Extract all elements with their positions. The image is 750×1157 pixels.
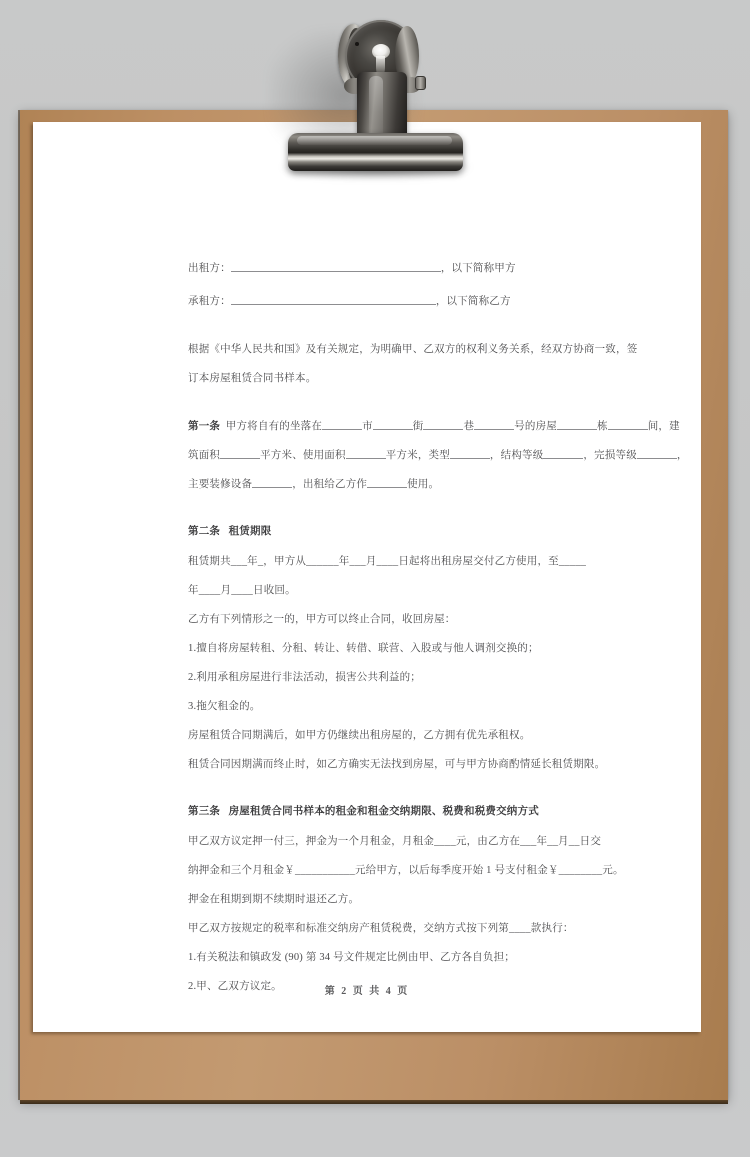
a1b-seg-1: 筑面积 — [188, 450, 221, 461]
a1-blank-city[interactable] — [322, 429, 362, 430]
a1b-seg-6: ， — [676, 450, 688, 461]
a1-blank-structure[interactable] — [543, 458, 583, 459]
article2-item-3: 3.拖欠租金的。 — [188, 701, 261, 712]
a1-seg-5: 号的房屋 — [514, 421, 557, 432]
a1-seg-4: 巷 — [463, 421, 475, 432]
article3-heading: 第三条 — [188, 806, 221, 817]
article2-line-2: 年____月____日收回。 — [188, 585, 296, 596]
article2-line-3: 乙方有下列情形之一的，甲方可以终止合同，收回房屋： — [188, 614, 456, 625]
article3-line-2: 纳押金和三个月租金￥___________元给甲方，以后每季度开始 1 号支付租金￥________元。 — [188, 865, 624, 876]
article2-heading-line — [188, 522, 271, 542]
article2-item-1: 1.擅自将房屋转租、分租、转让、转借、联营、入股或与他人调剂交换的； — [188, 643, 539, 654]
article3-line-3: 押金在租期到期不续期时退还乙方。 — [188, 894, 360, 905]
clip-bar-gloss — [297, 136, 452, 145]
preamble-line-1: 根据《中华人民共和国》及有关规定，为明确甲、乙双方的权利义务关系，经双方协商一致，签 — [188, 344, 638, 355]
a1c-seg-3: 使用。 — [407, 479, 440, 490]
a1c-seg-2: ，出租给乙方作 — [292, 479, 368, 490]
a1c-seg-1: 主要装修设备 — [188, 479, 253, 490]
tenant-line — [188, 292, 511, 312]
paper-sheet — [33, 122, 701, 1032]
article3-line-1: 甲乙双方议定押一付三，押金为一个月租金，月租金____元，由乙方在___年__月__日交 — [188, 836, 602, 847]
landlord-suffix: ，以下简称甲方 — [440, 263, 516, 274]
article3-item-1: 1.有关税法和镇政发 (90) 第 34 号文件规定比例由甲、乙方各自负担； — [188, 952, 515, 963]
contract-document — [33, 122, 701, 1032]
a1-blank-number[interactable] — [474, 429, 514, 430]
a1b-seg-4: ，结构等级 — [489, 450, 544, 461]
landlord-line — [188, 259, 516, 279]
a1-blank-usable-area[interactable] — [346, 458, 386, 459]
article3-heading-line — [188, 802, 539, 822]
clip-barrel-dot — [355, 42, 359, 46]
a1b-seg-2: 平方米、使用面积 — [260, 450, 346, 461]
a1-seg-3: 街 — [412, 421, 424, 432]
article2-heading: 第二条 — [188, 526, 221, 537]
article2-line-1: 租赁期共___年_，甲方从______年___月____日起将出租房屋交付乙方使用，至_____ — [188, 556, 587, 567]
a1-blank-purpose[interactable] — [367, 487, 407, 488]
board-left-edge — [18, 110, 20, 1100]
article3-item-2: 2.甲、乙双方议定。 — [188, 981, 282, 992]
article3-title: 房屋租赁合同书样本的租金和租金交纳期限、税费和税费交纳方式 — [228, 806, 539, 817]
tenant-label: 承租方： — [188, 296, 231, 307]
article1-line-1 — [188, 417, 680, 437]
landlord-blank[interactable] — [231, 271, 441, 272]
tenant-blank[interactable] — [231, 304, 436, 305]
a1-blank-area[interactable] — [220, 458, 260, 459]
clipboard-board — [20, 110, 728, 1100]
a1-seg-6: 栋 — [597, 421, 608, 432]
bulldog-clip-icon — [283, 14, 468, 174]
article1-heading: 第一条 — [188, 421, 221, 432]
a1-blank-building[interactable] — [557, 429, 597, 430]
a1-blank-equipment[interactable] — [252, 487, 292, 488]
article3-line-4: 甲乙双方按规定的税率和标准交纳房产租赁税费，交纳方式按下列第____款执行： — [188, 923, 574, 934]
board-bottom-edge — [20, 1100, 728, 1104]
a1-seg-1: 甲方将自有的坐落在 — [225, 421, 323, 432]
landlord-label: 出租方： — [188, 263, 231, 274]
a1-blank-lane[interactable] — [423, 429, 463, 430]
a1-blank-rooms[interactable] — [608, 429, 648, 430]
preamble-line-2: 订本房屋租赁合同书样本。 — [188, 373, 317, 384]
article2-line-7: 房屋租赁合同期满后，如甲方仍继续出租房屋的，乙方拥有优先承租权。 — [188, 730, 531, 741]
a1-seg-7: 间，建 — [647, 421, 680, 432]
article2-title: 租赁期限 — [228, 526, 272, 537]
a1b-seg-5: ，完损等级 — [583, 450, 637, 461]
page-number: 第 2 页 共 4 页 — [324, 986, 410, 997]
article1-line-2 — [188, 446, 688, 466]
clip-pin-icon — [415, 76, 426, 90]
article1-line-3 — [188, 475, 439, 495]
a1-seg-2: 市 — [362, 421, 373, 432]
a1-blank-type[interactable] — [450, 458, 490, 459]
a1-blank-street[interactable] — [373, 429, 413, 430]
a1-blank-condition[interactable] — [637, 458, 677, 459]
article2-item-2: 2.利用承租房屋进行非法活动，损害公共利益的； — [188, 672, 421, 683]
article2-line-8: 租赁合同因期满而终止时，如乙方确实无法找到房屋，可与甲方协商酌情延长租赁期限。 — [188, 759, 606, 770]
a1b-seg-3: 平方米，类型 — [385, 450, 450, 461]
tenant-suffix: ，以下简称乙方 — [435, 296, 511, 307]
